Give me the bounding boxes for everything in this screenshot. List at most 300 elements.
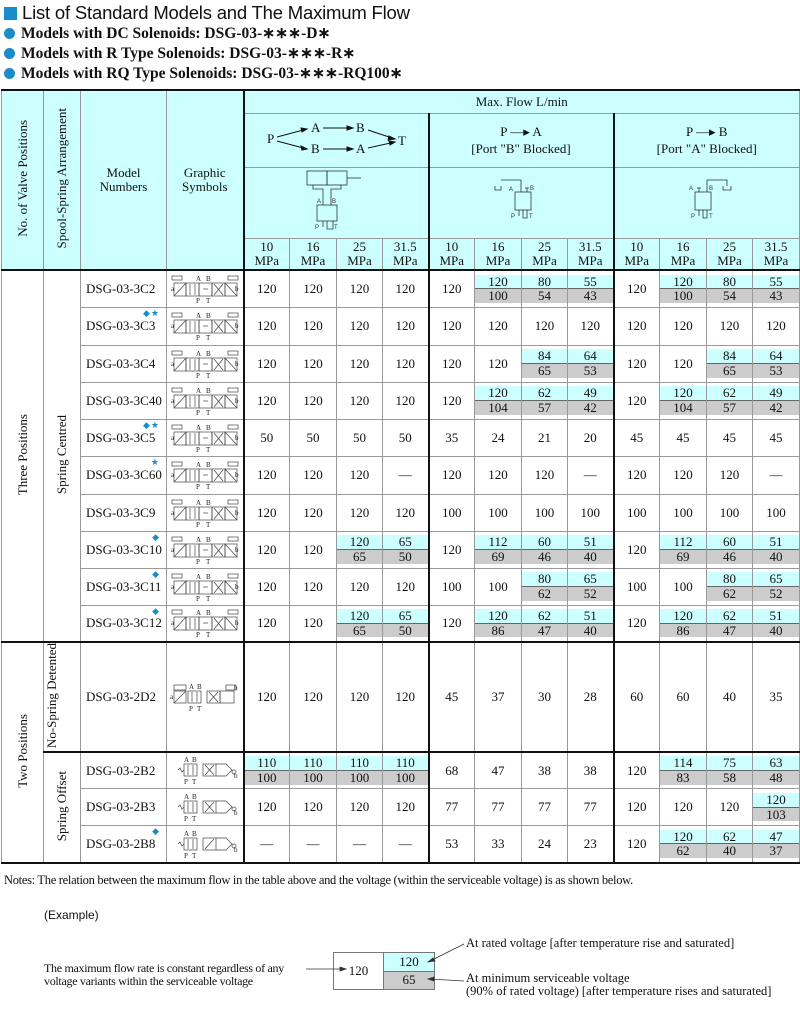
header-symbol: Graphic Symbols <box>167 90 244 270</box>
flow-min-voltage: 54 <box>707 289 752 303</box>
flow-value <box>568 531 614 568</box>
flow-min-voltage: 100 <box>290 771 336 785</box>
flow-value <box>753 382 800 419</box>
valve-graphic-symbol-icon <box>170 607 240 639</box>
svg-text:B: B <box>205 498 211 507</box>
flow-value <box>753 568 800 605</box>
flow-min-voltage: 65 <box>707 364 752 378</box>
flow-min-voltage: 48 <box>753 771 799 785</box>
svg-text:T: T <box>205 557 211 566</box>
graphic-symbol <box>167 642 244 752</box>
svg-text:B: B <box>708 186 713 193</box>
flow-value <box>753 752 800 789</box>
flow-value: 120 <box>337 494 383 531</box>
svg-text:A: A <box>195 609 201 618</box>
flow-value <box>568 568 614 605</box>
flow-path-p-to-b: P —▸ B [Port "A" Blocked] <box>614 113 800 167</box>
svg-text:a: a <box>170 284 174 293</box>
flow-value: 120 <box>614 789 660 826</box>
graphic-symbol <box>167 456 244 494</box>
flow-value: — <box>290 826 337 863</box>
svg-text:b: b <box>234 508 239 517</box>
flow-value: 100 <box>475 568 522 605</box>
model-number: DSG-03-2B8 ◆ <box>81 826 167 863</box>
flow-value: 120 <box>707 789 753 826</box>
note-mark-icon: ◆ <box>152 568 160 579</box>
flow-value: 120 <box>337 270 383 307</box>
flow-min-voltage: 43 <box>753 289 799 303</box>
flow-min-voltage: 58 <box>707 771 752 785</box>
flow-rated-voltage: 65 <box>383 535 428 550</box>
svg-text:a: a <box>170 582 174 591</box>
flow-value: 120 <box>337 307 383 345</box>
model-number: DSG-03-3C9 <box>81 494 167 531</box>
flow-value <box>522 345 568 382</box>
svg-text:B: B <box>196 682 202 691</box>
flow-value <box>660 752 707 789</box>
flow-value: 120 <box>290 345 337 382</box>
flow-min-voltage: 40 <box>568 624 613 638</box>
svg-text:T: T <box>205 445 211 454</box>
flow-value: 120 <box>244 494 290 531</box>
flow-rated-voltage: 120 <box>753 793 799 808</box>
flow-value: 35 <box>753 642 800 752</box>
flow-min-voltage: 50 <box>383 624 428 638</box>
svg-text:T: T <box>191 778 197 787</box>
svg-text:b: b <box>234 433 239 442</box>
flow-rated-voltage: 110 <box>337 756 382 771</box>
flow-value: 120 <box>429 345 475 382</box>
flow-value: 120 <box>290 382 337 419</box>
flow-value <box>568 345 614 382</box>
graphic-symbol <box>167 752 244 789</box>
valve-graphic-symbol-icon <box>170 754 240 786</box>
pressure-header: 10 MPa <box>244 238 290 270</box>
flow-value: 120 <box>614 382 660 419</box>
graphic-symbol <box>167 789 244 826</box>
model-number: DSG-03-2D2 <box>81 642 167 752</box>
flow-value <box>383 752 429 789</box>
table-row <box>2 345 800 382</box>
table-row <box>2 752 800 789</box>
flow-rated-voltage: 75 <box>707 756 752 771</box>
flow-value <box>707 531 753 568</box>
flow-rated-voltage: 49 <box>568 386 613 401</box>
flow-value: 120 <box>429 270 475 307</box>
svg-text:B: B <box>332 199 337 206</box>
flow-rated-voltage: 110 <box>383 756 428 771</box>
svg-text:a: a <box>170 471 174 479</box>
table-row <box>2 568 800 605</box>
table-row <box>2 605 800 642</box>
graphic-symbol <box>167 826 244 863</box>
flow-value <box>522 605 568 642</box>
flow-min-voltage: 46 <box>707 550 752 564</box>
graphic-symbol <box>167 494 244 531</box>
flow-value: 120 <box>244 270 290 307</box>
flow-path-p-to-a: P —▸ A [Port "B" Blocked] <box>429 113 614 167</box>
svg-text:P: P <box>267 130 275 146</box>
flow-value: 120 <box>753 307 800 345</box>
flow-value: 120 <box>707 456 753 494</box>
svg-text:b: b <box>234 322 239 330</box>
pressure-header: 31.5 MPa <box>753 238 800 270</box>
flow-rated-voltage: 120 <box>660 609 706 624</box>
flow-value: 45 <box>753 419 800 456</box>
flow-min-voltage: 37 <box>753 844 799 858</box>
svg-text:b: b <box>234 359 239 368</box>
flow-value <box>753 605 800 642</box>
pressure-header: 31.5 MPa <box>383 238 429 270</box>
flow-rated-voltage: 114 <box>660 756 706 771</box>
flow-value <box>383 605 429 642</box>
example-cell <box>333 952 435 990</box>
flow-min-voltage: 53 <box>753 364 799 378</box>
flow-min-voltage: 52 <box>753 587 799 601</box>
flow-rated-voltage: 120 <box>660 386 706 401</box>
flow-min-voltage: 40 <box>568 550 613 564</box>
flow-value: 77 <box>522 789 568 826</box>
valve-graphic-symbol-icon <box>170 791 240 823</box>
valve-graphic-symbol-icon <box>170 348 240 380</box>
flow-rated-voltage: 110 <box>290 756 336 771</box>
flow-min-voltage: 62 <box>707 587 752 601</box>
flow-value <box>660 826 707 863</box>
table-row <box>2 826 800 863</box>
svg-text:A: A <box>183 756 189 765</box>
flow-value: — <box>753 456 800 494</box>
model-number: DSG-03-3C40 <box>81 382 167 419</box>
flow-rated-voltage: 80 <box>522 275 567 290</box>
flow-rated-voltage: 62 <box>707 830 752 845</box>
flow-value: 53 <box>429 826 475 863</box>
svg-text:b: b <box>233 683 238 692</box>
svg-text:b: b <box>234 471 239 479</box>
graphic-symbol <box>167 605 244 642</box>
flow-value: 120 <box>660 345 707 382</box>
flow-value: 120 <box>383 382 429 419</box>
flow-value: 120 <box>614 605 660 642</box>
flow-min-voltage: 86 <box>660 624 706 638</box>
valve-graphic-symbol-icon <box>170 571 240 603</box>
svg-text:A: A <box>356 140 366 156</box>
flow-value: 100 <box>568 494 614 531</box>
pressure-header: 25 MPa <box>337 238 383 270</box>
flow-min-voltage: 86 <box>475 624 521 638</box>
flow-value: 120 <box>290 642 337 752</box>
pressure-header: 16 MPa <box>290 238 337 270</box>
flow-value: 120 <box>614 752 660 789</box>
flow-value: 50 <box>337 419 383 456</box>
flow-value: 120 <box>244 382 290 419</box>
flow-value: 120 <box>522 456 568 494</box>
flow-rated-voltage: 51 <box>753 535 799 550</box>
svg-text:A: A <box>195 349 201 358</box>
flow-rated-voltage: 55 <box>568 275 613 290</box>
graphic-symbol <box>167 345 244 382</box>
flow-min-voltage: 69 <box>660 550 706 564</box>
subtitle-dc: Models with DC Solenoids: DSG-03-∗∗∗-D∗ <box>4 23 330 43</box>
flow-value: 100 <box>522 494 568 531</box>
flow-value: 120 <box>429 605 475 642</box>
flow-rated-voltage: 60 <box>707 535 752 550</box>
flow-value: 120 <box>337 382 383 419</box>
svg-text:P: P <box>195 594 200 603</box>
svg-text:A: A <box>195 461 201 469</box>
valve-graphic-symbol-icon <box>170 273 240 305</box>
svg-text:B: B <box>191 793 197 802</box>
svg-text:B: B <box>205 274 211 283</box>
example-constant-description: The maximum flow rate is constant regardless of any voltage variants within the serviceable voltage <box>44 961 284 988</box>
model-number: DSG-03-3C10 ◆ <box>81 531 167 568</box>
flow-rated-voltage: 110 <box>245 756 290 771</box>
flow-rated-voltage: 120 <box>475 275 521 290</box>
svg-text:P: P <box>195 483 200 491</box>
flow-value: — <box>244 826 290 863</box>
flow-value <box>707 345 753 382</box>
circle-bullet-icon <box>4 48 15 59</box>
svg-text:P: P <box>690 214 695 221</box>
model-number: DSG-03-2B3 <box>81 789 167 826</box>
svg-text:B: B <box>311 140 320 156</box>
svg-text:B: B <box>191 829 197 838</box>
flow-rated-voltage: 62 <box>522 609 567 624</box>
flow-value <box>753 826 800 863</box>
flow-min-voltage: 47 <box>707 624 752 638</box>
header-model: Model Numbers <box>81 90 167 270</box>
notes-text: Notes: The relation between the maximum flow in the table above and the voltage (within the serviceable voltage) is as shown below. <box>4 873 633 887</box>
flow-value: 120 <box>244 605 290 642</box>
example-label: (Example) <box>44 908 99 922</box>
svg-text:A: A <box>183 829 189 838</box>
arrangement-spring-offset: Spring Offset <box>44 752 81 863</box>
flow-value: — <box>383 456 429 494</box>
svg-text:A: A <box>188 682 194 691</box>
svg-text:P: P <box>183 778 188 787</box>
flow-value <box>522 270 568 307</box>
flow-value: 60 <box>660 642 707 752</box>
flow-value: 120 <box>290 605 337 642</box>
flow-value: 120 <box>614 531 660 568</box>
note-mark-icon: ◆ <box>152 826 160 837</box>
flow-rated-voltage: 80 <box>707 275 752 290</box>
flow-value: 120 <box>290 307 337 345</box>
table-row <box>2 382 800 419</box>
flow-value <box>660 270 707 307</box>
svg-text:A: A <box>195 423 201 432</box>
svg-text:P: P <box>195 557 200 566</box>
flow-value: 120 <box>290 494 337 531</box>
flow-value: 120 <box>614 826 660 863</box>
flow-value: — <box>337 826 383 863</box>
svg-text:b: b <box>234 284 239 293</box>
graphic-symbol <box>167 419 244 456</box>
pressure-header: 31.5 MPa <box>568 238 614 270</box>
flow-value: 50 <box>383 419 429 456</box>
flow-min-voltage: 42 <box>568 401 613 415</box>
flow-rated-voltage: 62 <box>522 386 567 401</box>
svg-text:P: P <box>195 631 200 640</box>
svg-text:A: A <box>688 186 693 193</box>
flow-rated-voltage: 64 <box>753 349 799 364</box>
valve-graphic-symbol-icon <box>170 459 240 491</box>
svg-text:b: b <box>234 582 239 591</box>
svg-text:B: B <box>205 572 211 581</box>
svg-text:T: T <box>205 371 211 380</box>
svg-text:B: B <box>205 609 211 618</box>
flow-value: 28 <box>568 642 614 752</box>
svg-text:T: T <box>334 225 338 232</box>
valve-graphic-symbol-icon <box>170 681 240 713</box>
svg-text:P: P <box>195 408 200 417</box>
flow-value: 120 <box>383 345 429 382</box>
flow-value: 45 <box>429 642 475 752</box>
svg-text:P: P <box>195 296 200 305</box>
svg-text:B: B <box>205 535 211 544</box>
flow-value: 120 <box>429 382 475 419</box>
flow-value: 120 <box>383 789 429 826</box>
svg-text:T: T <box>205 408 211 417</box>
flow-value: 120 <box>383 568 429 605</box>
flow-value: 120 <box>568 307 614 345</box>
flow-value <box>522 382 568 419</box>
flow-value: 120 <box>337 568 383 605</box>
flow-value: 120 <box>429 307 475 345</box>
flow-rated-voltage: 51 <box>753 609 799 624</box>
flow-rated-voltage: 63 <box>753 756 799 771</box>
table-row <box>2 531 800 568</box>
flow-value: 120 <box>244 345 290 382</box>
flow-value: 120 <box>290 531 337 568</box>
pressure-header: 10 MPa <box>614 238 660 270</box>
flow-value <box>337 752 383 789</box>
svg-text:a: a <box>170 508 174 517</box>
note-mark-icon: ◆ <box>152 605 160 616</box>
flow-rated-voltage: 55 <box>753 275 799 290</box>
flow-value: 100 <box>429 568 475 605</box>
note-mark-icon: ◆ <box>152 531 160 542</box>
svg-text:A: A <box>195 498 201 507</box>
subtitle-r: Models with R Type Solenoids: DSG-03-∗∗∗-R∗ <box>4 43 355 63</box>
header-spool: Spool-Spring Arrangement <box>44 90 81 270</box>
flow-rated-voltage: 64 <box>568 349 613 364</box>
flow-min-voltage: 100 <box>660 289 706 303</box>
flow-value: 24 <box>475 419 522 456</box>
valve-graphic-symbol-icon <box>170 310 240 342</box>
valve-graphic-symbol-icon <box>170 422 240 454</box>
graphic-symbol <box>167 307 244 345</box>
flow-min-voltage: 65 <box>337 624 382 638</box>
flow-path-diagram <box>244 113 429 167</box>
flow-value: 120 <box>475 307 522 345</box>
flow-min-voltage: 40 <box>753 550 799 564</box>
svg-text:P: P <box>195 334 200 342</box>
svg-text:T: T <box>191 815 197 824</box>
flow-value: 45 <box>614 419 660 456</box>
flow-value: 120 <box>244 307 290 345</box>
svg-text:T: T <box>205 296 211 305</box>
circle-bullet-icon <box>4 68 15 79</box>
flow-value: 120 <box>614 345 660 382</box>
flow-value: 77 <box>568 789 614 826</box>
flow-value: 120 <box>337 345 383 382</box>
svg-text:A: A <box>195 274 201 283</box>
flow-value: 120 <box>244 531 290 568</box>
table-row <box>2 789 800 826</box>
svg-text:T: T <box>196 704 202 713</box>
flow-value <box>568 605 614 642</box>
flow-rated-voltage: 65 <box>753 572 799 587</box>
model-number: DSG-03-3C12 ◆ <box>81 605 167 642</box>
svg-text:b: b <box>234 396 239 405</box>
example-min-description: At minimum serviceable voltage (90% of rated voltage) [after temperature rises and saturated] <box>466 971 772 999</box>
flow-value <box>383 531 429 568</box>
svg-text:P: P <box>188 704 193 713</box>
flow-value <box>337 531 383 568</box>
flow-value: 120 <box>614 270 660 307</box>
valve-graphic-symbol-icon <box>170 828 240 860</box>
svg-text:b: b <box>233 845 238 854</box>
flow-value: 120 <box>429 531 475 568</box>
example-constant-value: 120 <box>334 953 384 989</box>
flow-value: 37 <box>475 642 522 752</box>
pressure-header: 10 MPa <box>429 238 475 270</box>
flow-value <box>568 382 614 419</box>
flow-value: 120 <box>337 456 383 494</box>
flow-value <box>475 531 522 568</box>
svg-text:T: T <box>529 214 533 221</box>
flow-rated-voltage: 120 <box>660 275 706 290</box>
flow-min-voltage: 100 <box>337 771 382 785</box>
flow-rated-voltage: 60 <box>522 535 567 550</box>
flow-value: 120 <box>244 456 290 494</box>
flow-rated-voltage: 80 <box>522 572 567 587</box>
svg-text:a: a <box>170 619 174 628</box>
valve-graphic-symbol-icon <box>170 534 240 566</box>
svg-text:A: A <box>183 793 189 802</box>
symbol-port-a-blocked <box>614 167 800 238</box>
flow-value: 120 <box>290 568 337 605</box>
flow-value: 120 <box>383 307 429 345</box>
flow-value: 60 <box>614 642 660 752</box>
flow-rated-voltage: 62 <box>707 386 752 401</box>
flow-min-voltage: 40 <box>707 844 752 858</box>
flow-value: 120 <box>337 789 383 826</box>
flow-value <box>707 568 753 605</box>
svg-text:P: P <box>183 815 188 824</box>
flow-value: 120 <box>290 270 337 307</box>
flow-value: 120 <box>475 456 522 494</box>
flow-min-voltage: 69 <box>475 550 521 564</box>
flow-value: 20 <box>568 419 614 456</box>
flow-value: 120 <box>244 642 290 752</box>
model-number: DSG-03-3C4 <box>81 345 167 382</box>
svg-text:b: b <box>234 545 239 554</box>
flow-rated-voltage: 120 <box>660 830 706 845</box>
valve-port-b-blocked-icon <box>491 176 551 226</box>
pressure-header: 25 MPa <box>522 238 568 270</box>
svg-text:P: P <box>183 851 188 860</box>
svg-text:b: b <box>233 809 238 818</box>
pressure-header: 16 MPa <box>475 238 522 270</box>
model-number: DSG-03-3C3 ◆★ <box>81 307 167 345</box>
svg-text:a: a <box>170 322 174 330</box>
flow-rated-voltage: 84 <box>522 349 567 364</box>
flow-value: 120 <box>383 494 429 531</box>
table-row <box>2 456 800 494</box>
flow-min-voltage: 42 <box>753 401 799 415</box>
example-rated-value: 120 <box>384 953 434 972</box>
